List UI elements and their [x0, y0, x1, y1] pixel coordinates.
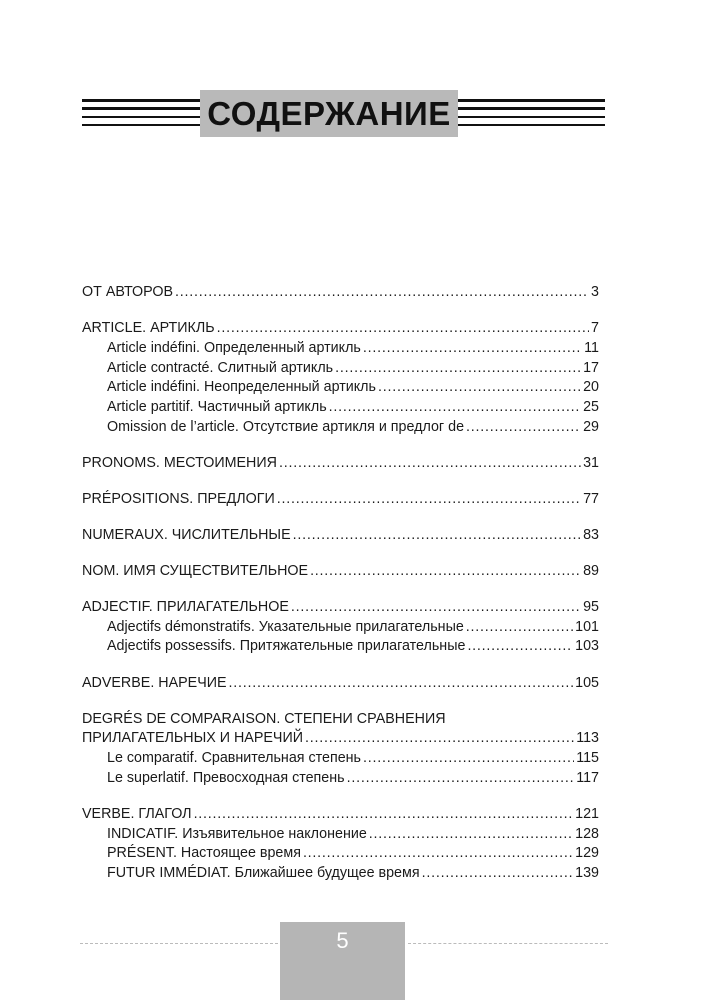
- toc-entry-page: 17: [583, 359, 599, 376]
- dot-leader: [363, 749, 574, 769]
- toc-entry-page: 115: [576, 750, 599, 767]
- toc-entry-title: Le superlatif. Превосходная степень: [107, 769, 345, 786]
- toc-entry-page: 7: [591, 320, 599, 337]
- page-number: 5: [336, 928, 349, 953]
- toc-entry-title: ОТ АВТОРОВ: [82, 284, 174, 300]
- toc-entry-title: VERBE. ГЛАГОЛ: [82, 805, 192, 822]
- toc-entry-title: NUMERAUX. ЧИСЛИТЕЛЬНЫЕ: [82, 526, 291, 543]
- toc-entry-page: 113: [576, 730, 599, 747]
- toc-subentry[interactable]: [82, 844, 599, 864]
- toc-entry-title: Article partitif. Частичный артикль: [107, 398, 327, 415]
- toc-entry-title: Le comparatif. Сравнительная степень: [107, 750, 362, 767]
- dot-leader: [310, 562, 581, 582]
- dot-leader: [303, 844, 573, 864]
- toc-entry-page: 139: [575, 864, 599, 881]
- toc-entry-page: 103: [575, 638, 599, 655]
- toc-section: [82, 454, 599, 474]
- toc-entry-page: 105: [575, 674, 599, 691]
- dot-leader: [279, 454, 581, 474]
- toc-entry-page: 20: [583, 379, 599, 396]
- title-banner: [200, 90, 458, 137]
- toc-entry-title: ADVERBE. НАРЕЧИЕ: [82, 674, 227, 691]
- toc-subentry[interactable]: [82, 769, 599, 789]
- toc-section: [82, 283, 599, 303]
- dot-leader: [363, 339, 582, 359]
- toc-entry-page: 25: [583, 398, 599, 415]
- toc-entry-page: 121: [575, 805, 599, 822]
- toc-entry-title: Article contracté. Слитный артикль: [107, 359, 334, 376]
- toc-section: [82, 490, 599, 510]
- toc-section: [82, 805, 599, 884]
- toc-entry-page: 128: [575, 825, 599, 842]
- toc-entry-page: 117: [576, 769, 599, 786]
- toc-entry[interactable]: [82, 805, 599, 825]
- toc-entry-title: PRONOMS. МЕСТОИМЕНИЯ: [82, 454, 277, 471]
- toc-subentry[interactable]: [82, 749, 599, 769]
- toc-entry[interactable]: [82, 526, 599, 546]
- toc-entry-page: 83: [583, 526, 599, 543]
- toc-entry-page: 29: [583, 418, 599, 435]
- toc-entry-page: 129: [575, 845, 599, 862]
- dot-leader: [378, 378, 581, 398]
- dot-leader: [467, 637, 573, 657]
- toc-section: [82, 598, 599, 657]
- dot-leader: [229, 674, 574, 694]
- toc-subentry[interactable]: [82, 359, 599, 379]
- toc-section: [82, 526, 599, 546]
- dot-leader: [293, 526, 581, 546]
- toc-entry[interactable]: [82, 319, 599, 339]
- toc-entry-title: ARTICLE. АРТИКЛЬ: [82, 320, 215, 337]
- dot-leader: [329, 398, 581, 418]
- toc-subentry[interactable]: [82, 339, 599, 359]
- toc-entry[interactable]: [82, 283, 599, 303]
- dot-leader: [194, 805, 574, 825]
- toc-section: [82, 562, 599, 582]
- footer-divider-left: [80, 943, 278, 944]
- dot-leader: [175, 283, 589, 303]
- toc-section: [82, 674, 599, 694]
- dot-leader: [369, 825, 573, 845]
- toc-entry-page: 11: [584, 339, 599, 356]
- dot-leader: [277, 490, 581, 510]
- toc-entry-title: PRÉPOSITIONS. ПРЕДЛОГИ: [82, 490, 275, 507]
- toc-subentry[interactable]: [82, 637, 599, 657]
- toc-entry-page: 77: [583, 490, 599, 507]
- footer-divider-right: [408, 943, 608, 944]
- toc-entry-page: 31: [583, 454, 599, 471]
- dot-leader: [422, 864, 574, 884]
- title-stripes-left: [82, 99, 200, 127]
- toc-entry-title: ADJECTIF. ПРИЛАГАТЕЛЬНОЕ: [82, 599, 289, 616]
- toc-entry-title: Omission de l’article. Отсутствие артикля и предлог de: [107, 418, 465, 435]
- toc-section: [82, 710, 599, 789]
- dot-leader: [466, 618, 573, 638]
- toc-entry-title: Article indéfini. Определенный артикль: [107, 339, 361, 356]
- toc-entry[interactable]: [82, 710, 599, 730]
- toc-entry-page: 89: [583, 562, 599, 579]
- dot-leader: [291, 598, 581, 618]
- toc-subentry[interactable]: [82, 418, 599, 438]
- toc-entry-page: 3: [591, 284, 599, 300]
- toc-entry-title: ПРИЛАГАТЕЛЬНЫХ И НАРЕЧИЙ: [82, 730, 303, 747]
- dot-leader: [347, 769, 575, 789]
- title-stripes-right: [458, 99, 605, 127]
- toc-entry-title: Adjectifs possessifs. Притяжательные прилагательные: [107, 638, 466, 655]
- dot-leader: [217, 319, 589, 339]
- toc-entry-title: INDICATIF. Изъявительное наклонение: [107, 825, 367, 842]
- toc-entry-title: Adjectifs démonstratifs. Указательные прилагательные: [107, 618, 464, 635]
- toc-entry-title: NOM. ИМЯ СУЩЕСТВИТЕЛЬНОЕ: [82, 562, 309, 579]
- toc-entry-page: 95: [583, 599, 599, 616]
- toc-subentry[interactable]: [82, 825, 599, 845]
- toc-entry-title: FUTUR IMMÉDIAT. Ближайшее будущее время: [107, 864, 420, 881]
- toc-subentry[interactable]: [82, 618, 599, 638]
- page-number-box: [280, 922, 405, 1000]
- toc-entry[interactable]: [82, 490, 599, 510]
- table-of-contents: [82, 283, 599, 884]
- toc-entry-title: PRÉSENT. Настоящее время: [107, 845, 301, 862]
- toc-section: [82, 319, 599, 437]
- dot-leader: [466, 418, 581, 438]
- toc-subentry[interactable]: [82, 398, 599, 418]
- dot-leader: [335, 359, 581, 379]
- dot-leader: [305, 729, 574, 749]
- toc-entry[interactable]: [82, 729, 599, 749]
- toc-entry-title: DEGRÉS DE COMPARAISON. СТЕПЕНИ СРАВНЕНИЯ: [82, 710, 446, 727]
- toc-entry-title: Article indéfini. Неопределенный артикль: [107, 379, 376, 396]
- toc-entry[interactable]: [82, 674, 599, 694]
- toc-subentry[interactable]: [82, 378, 599, 398]
- toc-entry[interactable]: [82, 598, 599, 618]
- toc-entry[interactable]: [82, 454, 599, 474]
- toc-entry[interactable]: [82, 562, 599, 582]
- toc-subentry[interactable]: [82, 864, 599, 884]
- toc-entry-page: 101: [575, 618, 599, 635]
- page-title: СОДЕРЖАНИЕ: [207, 94, 451, 132]
